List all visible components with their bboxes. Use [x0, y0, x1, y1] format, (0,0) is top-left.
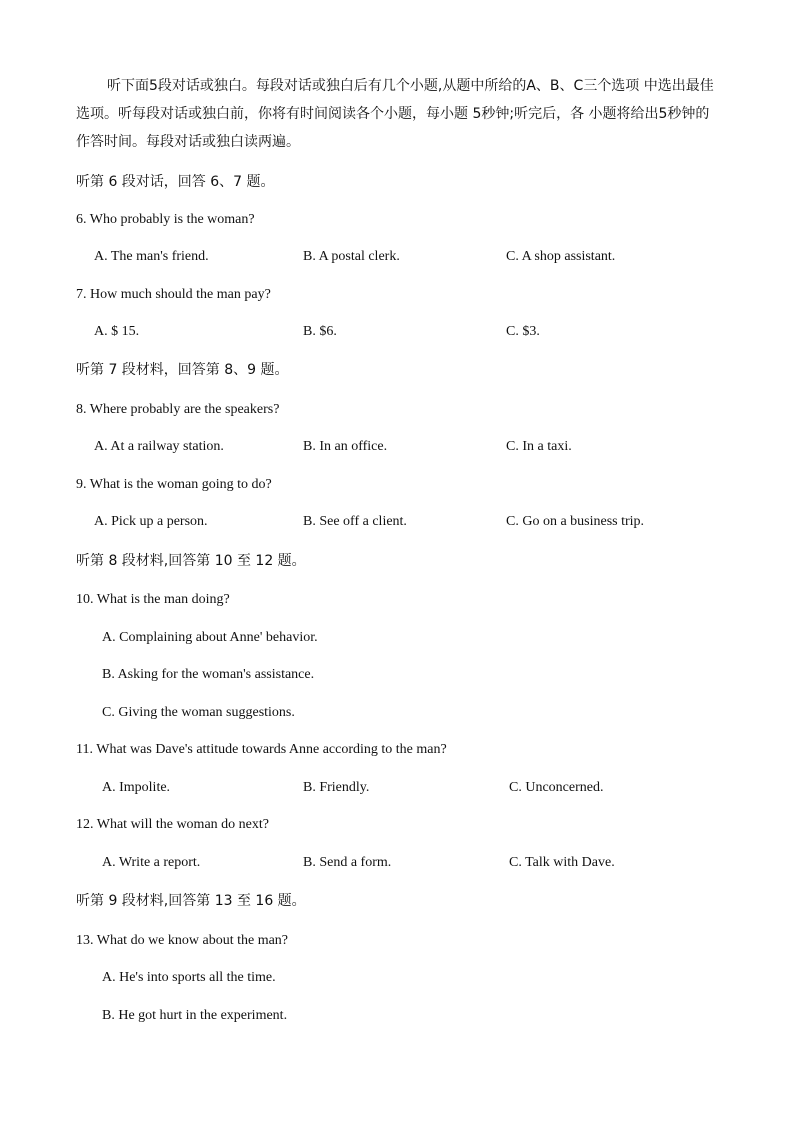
question-10-option-c: C. Giving the woman suggestions.	[102, 705, 295, 720]
section-heading-8: 听第 8 段材料,回答第 10 至 12 题。	[76, 553, 306, 569]
question-6-option-b: B. A postal clerk.	[303, 249, 400, 264]
question-13-option-a: A. He's into sports all the time.	[102, 970, 276, 985]
question-12-option-a: A. Write a report.	[102, 855, 201, 870]
question-10-option-a: A. Complaining about Anne' behavior.	[102, 630, 318, 645]
question-7-options	[0, 322, 794, 342]
question-7-option-a: A. $ 15.	[94, 324, 140, 339]
question-9-options	[0, 512, 794, 532]
question-8-option-c: C. In a taxi.	[506, 439, 572, 454]
question-11-option-c: C. Unconcerned.	[509, 780, 604, 795]
question-12-option-c: C. Talk with Dave.	[509, 855, 615, 870]
question-9-option-c: C. Go on a business trip.	[506, 514, 645, 529]
question-12-stem: 12. What will the woman do next?	[76, 817, 269, 832]
question-8-stem: 8. Where probably are the speakers?	[76, 402, 280, 417]
question-10-stem: 10. What is the man doing?	[76, 592, 230, 607]
question-13-stem: 13. What do we know about the man?	[76, 933, 289, 948]
question-7-option-b: B. $6.	[303, 324, 337, 339]
question-11-options	[0, 778, 794, 798]
question-12-option-b: B. Send a form.	[303, 855, 392, 870]
question-6-options	[0, 247, 794, 267]
section-heading-6: 听第 6 段对话，回答 6、7 题。	[76, 174, 275, 190]
question-9-stem: 9. What is the woman going to do?	[76, 477, 272, 492]
question-13-option-b: B. He got hurt in the experiment.	[102, 1008, 288, 1023]
question-6-option-a: A. The man's friend.	[94, 249, 209, 264]
question-10-option-b: B. Asking for the woman's assistance.	[102, 667, 315, 682]
listening-instructions: 听下面5段对话或独白。每段对话或独白后有几个小题,从题中所给的A、B、C三个选项 中选出最佳选项。听每段对话或独白前，你将有时间阅读各个小题，每小题 5秒钟;听完后，各 小题将给出5秒钟的作答时间。每段对话或独白读两遍。	[76, 78, 714, 150]
question-6-stem: 6. Who probably is the woman?	[76, 212, 255, 227]
question-8-option-a: A. At a railway station.	[94, 439, 224, 454]
question-8-options	[0, 437, 794, 457]
question-9-option-a: A. Pick up a person.	[94, 514, 208, 529]
question-12-options	[0, 853, 794, 873]
question-7-stem: 7. How much should the man pay?	[76, 287, 271, 302]
question-11-option-a: A. Impolite.	[102, 780, 171, 795]
question-9-option-b: B. See off a client.	[303, 514, 407, 529]
question-11-stem: 11. What was Dave's attitude towards Anne according to the man?	[76, 742, 447, 757]
question-6-option-c: C. A shop assistant.	[506, 249, 616, 264]
question-8-option-b: B. In an office.	[303, 439, 388, 454]
section-heading-7: 听第 7 段材料，回答第 8、9 题。	[76, 362, 289, 378]
question-11-option-b: B. Friendly.	[303, 780, 370, 795]
section-heading-9: 听第 9 段材料,回答第 13 至 16 题。	[76, 893, 306, 909]
question-7-option-c: C. $3.	[506, 324, 540, 339]
